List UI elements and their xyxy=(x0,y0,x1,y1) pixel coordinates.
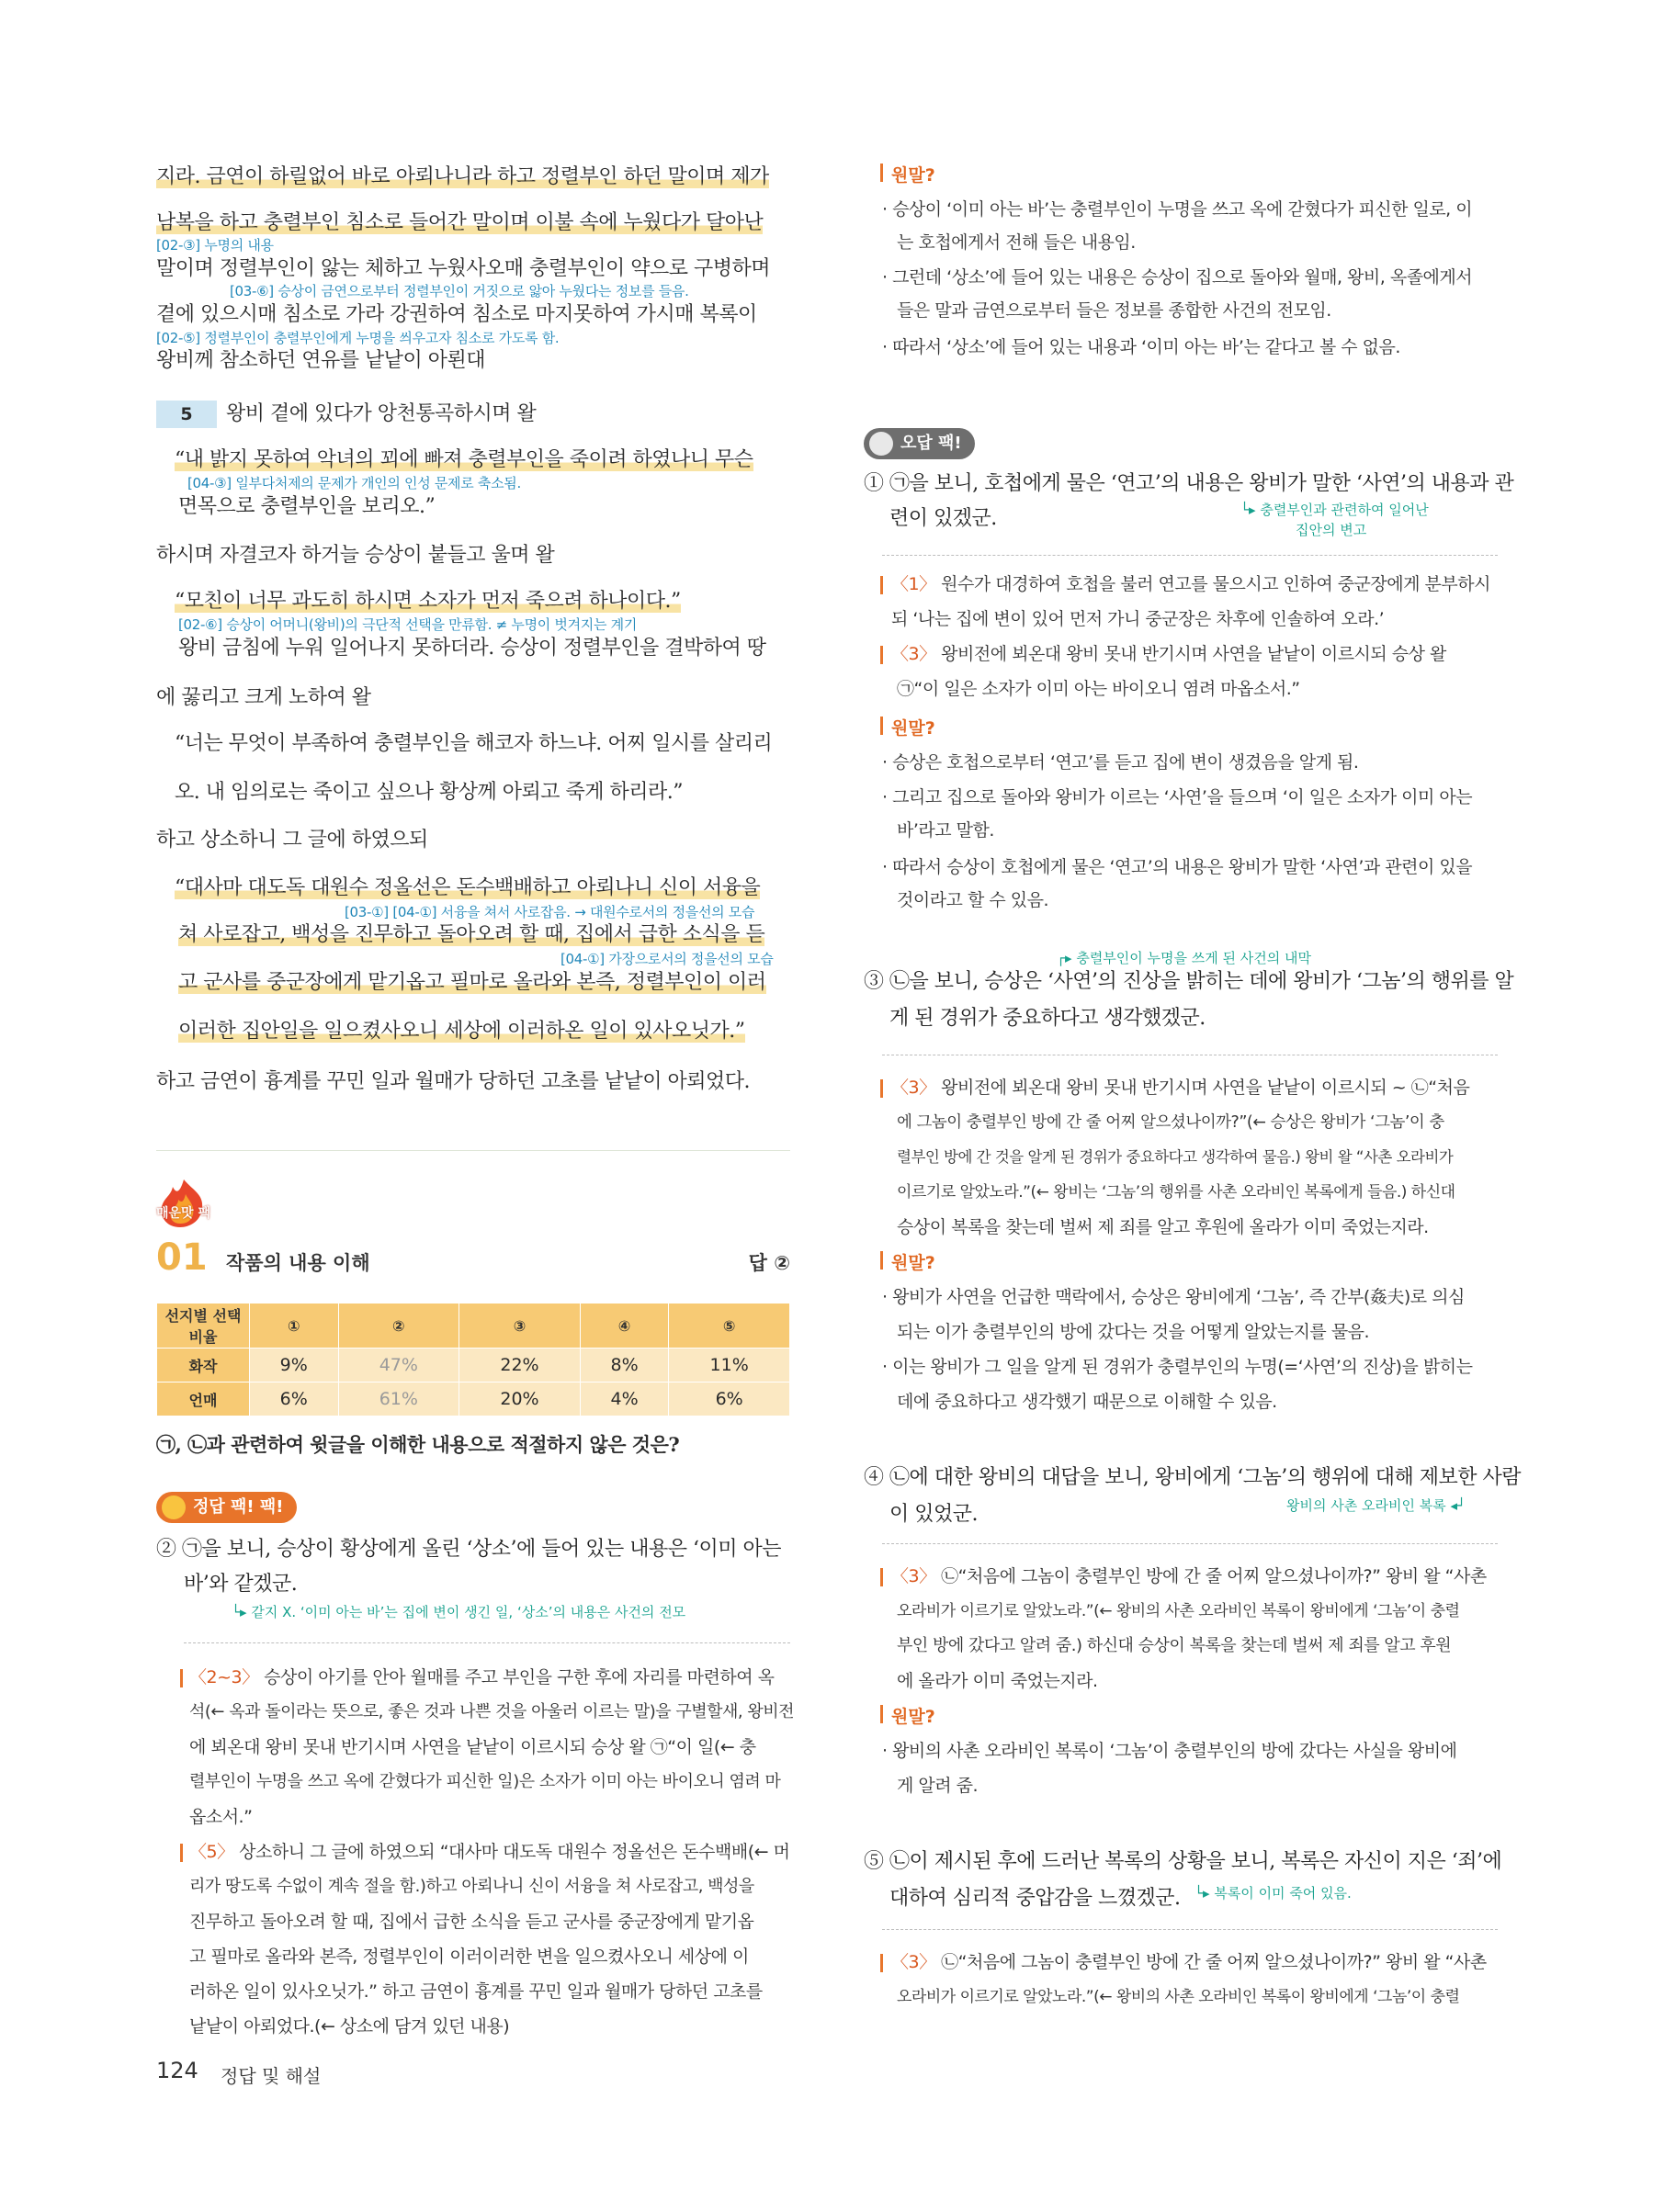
evidence-bar xyxy=(880,1079,883,1098)
annotation-note: [02-③] 누명의 내용 xyxy=(156,237,274,254)
why-line: 데에 중요하다고 생각했기 때문으로 이해할 수 있음. xyxy=(897,1392,1277,1412)
evidence-line: 〈3〉 왕비전에 뵈온대 왕비 못내 반기시며 사연을 낱낱이 이르시되 승상 왈 xyxy=(891,644,1446,664)
annotation-note: [03-⑥] 승상이 금연으로부터 정렬부인이 거짓으로 앓아 누웠다는 정보를 들음. xyxy=(230,283,689,299)
annotation-note: [03-①] [04-①] 서융을 쳐서 사로잡음. → 대원수로서의 정을선의 모습 xyxy=(345,904,755,920)
choice-4-line: ④ ㉡에 대한 왕비의 대답을 보니, 왕비에게 ‘그놈’의 행위에 대해 제보한 사람 xyxy=(864,1466,1521,1489)
choice-5-note: └▸ 복록이 이미 죽어 있음. xyxy=(1194,1885,1352,1902)
why-line: · 왕비의 사촌 오라비인 복록이 ‘그놈’이 충렬부인의 방에 갔다는 사실을 왕비에 xyxy=(882,1741,1457,1761)
annotation-note: [04-③] 일부다처제의 문제가 개인의 인성 문제로 축소됨. xyxy=(187,475,521,491)
passage-line: 면목으로 충렬부인을 보리오.” xyxy=(178,495,436,518)
why-label: 원말? xyxy=(891,1253,935,1273)
why-line: 바’라고 말함. xyxy=(897,820,994,841)
evidence-line: 렬부인 방에 간 것을 알게 된 경위가 중요하다고 생각하여 물음.) 왕비 왈 “사촌 오라비가 xyxy=(897,1148,1454,1166)
dashed-divider xyxy=(882,1929,1498,1930)
table-cell: 6% xyxy=(250,1382,339,1416)
passage-line: 남복을 하고 충렬부인 침소로 들어간 말이며 이불 속에 누웠다가 달아난 xyxy=(156,211,764,234)
why-label: 원말? xyxy=(891,718,935,739)
passage-line: 말이며 정렬부인이 앓는 체하고 누웠사오매 충렬부인이 약으로 구병하며 xyxy=(156,257,771,280)
evidence-line: 렬부인이 누명을 쓰고 옥에 갇혔다가 피신한 일)은 소자가 이미 아는 바이오니 염려 마 xyxy=(189,1772,781,1791)
passage-line: “너는 무엇이 부족하여 충렬부인을 해코자 하느냐. 어찌 일시를 살리리 xyxy=(175,732,773,755)
table-header-cell: ① xyxy=(250,1304,339,1349)
passage-line: 에 꿇리고 크게 노하여 왈 xyxy=(156,686,371,709)
divider xyxy=(156,1150,790,1151)
evidence-line: 옵소서.” xyxy=(189,1807,253,1827)
why-line: · 그리고 집으로 돌아와 왕비가 이르는 ‘사연’을 들으며 ‘이 일은 소자가 이미 아는 xyxy=(882,787,1473,807)
table-row xyxy=(157,1382,790,1416)
why-line: · 따라서 ‘상소’에 들어 있는 내용과 ‘이미 아는 바’는 같다고 볼 수 없음. xyxy=(882,337,1400,357)
table-cell: 4% xyxy=(580,1382,669,1416)
choice-3-note: ┌▸ 충렬부인이 누명을 쓰게 된 사건의 내막 xyxy=(1057,950,1312,966)
choice-4-line: 이 있었군. xyxy=(889,1503,978,1526)
why-label: 원말? xyxy=(891,165,935,186)
table-row-label: 화작 xyxy=(157,1349,250,1382)
answer-label: 답 ② xyxy=(748,1252,790,1274)
why-line: 는 호첩에게서 전해 들은 내용임. xyxy=(897,232,1136,253)
evidence-line: 고 필마로 올라와 본즉, 정렬부인이 이러이러한 변을 일으켰사오니 세상에 이 xyxy=(189,1947,749,1967)
page-number: 124 xyxy=(156,2058,198,2083)
choice-5-line: ⑤ ㉡이 제시된 후에 드러난 복록의 상황을 보니, 복록은 자신이 지은 ‘죄’에 xyxy=(864,1850,1502,1873)
why-label: 원말? xyxy=(891,1707,935,1727)
evidence-bar xyxy=(880,1954,883,1972)
table-cell: 11% xyxy=(669,1349,790,1382)
passage-line: 고 군사를 중군장에게 맡기옵고 필마로 올라와 본즉, 정렬부인이 이러 xyxy=(178,971,766,994)
question-number: 01 xyxy=(156,1236,208,1279)
choice-3-line: ③ ㉡을 보니, 승상은 ‘사연’의 진상을 밝히는 데에 왕비가 ‘그놈’의 행위를 알 xyxy=(864,970,1514,993)
why-line: 되는 이가 충렬부인의 방에 갔다는 것을 어떻게 알았는지를 물음. xyxy=(897,1322,1370,1342)
why-line: 들은 말과 금연으로부터 들은 정보를 종합한 사건의 전모임. xyxy=(897,300,1331,321)
choice-2-line: 바’와 같겠군. xyxy=(184,1573,298,1596)
evidence-line: 이르기로 알았노라.”(← 왕비는 ‘그놈’의 행위를 사촌 오라비인 복록에게 들음.) 하신대 xyxy=(897,1183,1455,1202)
table-cell: 61% xyxy=(338,1382,459,1416)
evidence-line: 〈3〉 ㉡“처음에 그놈이 충렬부인 방에 간 줄 어찌 알으셨나이까?” 왕비 왈 “사촌 xyxy=(891,1566,1487,1586)
table-cell: 6% xyxy=(669,1382,790,1416)
evidence-line: 〈3〉 왕비전에 뵈온대 왕비 못내 반기시며 사연을 낱낱이 이르시되 ~ ㉡“처음 xyxy=(891,1078,1470,1098)
passage-line: “내 밝지 못하여 악녀의 꾀에 빠져 충렬부인을 죽이려 하였나니 무슨 xyxy=(175,448,753,471)
evidence-line: 진무하고 돌아오려 할 때, 집에서 급한 소식을 듣고 군사를 중군장에게 맡기옵 xyxy=(189,1912,754,1932)
evidence-bar xyxy=(880,576,883,594)
why-line: · 왕비가 사연을 언급한 맥락에서, 승상은 왕비에게 ‘그놈’, 즉 간부(姦夫)로 의심 xyxy=(882,1287,1465,1307)
table-header-cell: 선지별 선택 비율 xyxy=(157,1304,250,1349)
dashed-divider xyxy=(882,1543,1498,1544)
passage-line: “대사마 대도독 대원수 정올선은 돈수백배하고 아뢰나니 신이 서융을 xyxy=(175,876,761,899)
question-stem: ㉠, ㉡과 관련하여 윗글을 이해한 내용으로 적절하지 않은 것은? xyxy=(156,1433,680,1456)
table-header-cell: ④ xyxy=(580,1304,669,1349)
why-line: · 그런데 ‘상소’에 들어 있는 내용은 승상이 집으로 돌아와 월매, 왕비, 옥졸에게서 xyxy=(882,267,1473,288)
selection-rate-table xyxy=(156,1303,790,1416)
evidence-line: 러하온 일이 있사오닛가.” 하고 금연이 흉계를 꾸민 일과 월매가 당하던 고초를 xyxy=(189,1981,763,2002)
flame-label: 매운맛 팩 xyxy=(156,1206,210,1221)
choice-5-line: 대하여 심리적 중압감을 느꼈겠군. xyxy=(889,1887,1181,1910)
why-bar xyxy=(880,1705,883,1723)
evidence-line: 되 ‘나는 집에 변이 있어 먼저 가니 중군장은 차후에 인솔하여 오라.’ xyxy=(891,609,1385,629)
choice-1-line: 련이 있겠군. xyxy=(889,507,997,530)
evidence-line: 〈2~3〉 승상이 아기를 안아 월매를 주고 부인을 구한 후에 자리를 마련하여 옥 xyxy=(189,1667,775,1687)
passage-line: “모친이 너무 과도히 하시면 소자가 먼저 죽으려 하나이다.” xyxy=(175,590,681,613)
why-line: 것이라고 할 수 있음. xyxy=(897,890,1048,910)
dashed-divider xyxy=(184,1642,790,1643)
passage-line: 하시며 자결코자 하거늘 승상이 붙들고 울며 왈 xyxy=(156,544,555,567)
wrong-answer-badge: 오답 팩! xyxy=(864,428,975,459)
evidence-line: 에 올라가 이미 죽었는지라. xyxy=(897,1671,1098,1691)
passage-line: 쳐 사로잡고, 백성을 진무하고 돌아오려 할 때, 집에서 급한 소식을 듣 xyxy=(178,923,765,946)
why-line: · 승상이 ‘이미 아는 바’는 충렬부인이 누명을 쓰고 옥에 갇혔다가 피신한 일로, 이 xyxy=(882,199,1473,220)
why-bar xyxy=(880,717,883,735)
evidence-line: 에 뵈온대 왕비 못내 반기시며 사연을 낱낱이 이르시되 승상 왈 ㉠“이 일(← 충 xyxy=(189,1737,756,1757)
choice-3-line: 게 된 경위가 중요하다고 생각했겠군. xyxy=(889,1007,1206,1030)
passage-line: 오. 내 임의로는 죽이고 싶으나 황상께 아뢰고 죽게 하리라.” xyxy=(175,781,683,804)
annotation-note: [02-⑥] 승상이 어머니(왕비)의 극단적 선택을 만류함. ≠ 누명이 벗겨지는 계기 xyxy=(178,616,638,633)
evidence-bar xyxy=(880,1568,883,1586)
choice-1-line: ① ㉠을 보니, 호첩에게 물은 ‘연고’의 내용은 왕비가 말한 ‘사연’의 내용과 관 xyxy=(864,472,1514,495)
why-line: · 승상은 호첩으로부터 ‘연고’를 듣고 집에 변이 생겼음을 알게 됨. xyxy=(882,752,1359,773)
passage-line: 곁에 있으시매 침소로 가라 강권하여 침소로 마지못하여 가시매 복록이 xyxy=(156,303,757,326)
evidence-line: 부인 방에 갔다고 알려 줌.) 하신대 승상이 복록을 찾는데 벌써 제 죄를 알고 후원 xyxy=(897,1636,1452,1655)
passage-line: 왕비 금침에 누워 일어나지 못하더라. 승상이 정렬부인을 결박하여 땅 xyxy=(178,637,766,660)
evidence-line: 〈3〉 ㉡“처음에 그놈이 충렬부인 방에 간 줄 어찌 알으셨나이까?” 왕비 왈 “사촌 xyxy=(891,1952,1487,1972)
evidence-line: 〈5〉 상소하니 그 글에 하였으되 “대사마 대도독 대원수 정올선은 돈수백배(← 머 xyxy=(189,1842,790,1862)
passage-line: 왕비께 참소하던 연유를 낱낱이 아뢴대 xyxy=(156,349,486,372)
question-title: 작품의 내용 이해 xyxy=(226,1252,370,1274)
smile-icon xyxy=(162,1495,186,1519)
dashed-divider xyxy=(882,555,1498,556)
choice-2-note: └▸ 같지 X. ‘이미 아는 바’는 집에 변이 생긴 일, ‘상소’의 내용은 사건의 전모 xyxy=(232,1604,686,1620)
passage-line: 지라. 금연이 하릴없어 바로 아뢰나니라 하고 정렬부인 하던 말이며 제가 xyxy=(156,165,769,188)
why-bar xyxy=(880,1251,883,1270)
table-cell: 9% xyxy=(250,1349,339,1382)
choice-4-note: 왕비의 사촌 오라비인 복록 ◂┘ xyxy=(1286,1497,1466,1514)
evidence-line: 석(← 옥과 돌이라는 뜻으로, 좋은 것과 나쁜 것을 아울러 이르는 말)을 구별할새, 왕비전 xyxy=(189,1702,795,1721)
annotation-note: [02-⑤] 정렬부인이 충렬부인에게 누명을 씌우고자 침소로 가도록 함. xyxy=(156,330,560,346)
evidence-line: 승상이 복록을 찾는데 벌써 제 죄를 알고 후원에 올라가 이미 죽었는지라. xyxy=(897,1217,1429,1237)
evidence-line: ㉠“이 일은 소자가 이미 아는 바이오니 염려 마옵소서.” xyxy=(897,679,1300,699)
table-cell: 47% xyxy=(338,1349,459,1382)
table-cell: 22% xyxy=(459,1349,581,1382)
table-row-label: 언매 xyxy=(157,1382,250,1416)
evidence-line: 에 그놈이 충렬부인 방에 간 줄 어찌 알으셨나이까?”(← 승상은 왕비가 ‘그놈’이 충 xyxy=(897,1113,1444,1132)
page-label: 정답 및 해설 xyxy=(221,2065,322,2087)
evidence-line: 리가 땅도록 수없이 계속 절을 함.)하고 아뢰나니 신이 서융을 쳐 사로잡고, 백성을 xyxy=(189,1877,754,1896)
evidence-line: 〈1〉 원수가 대경하여 호첩을 불러 연고를 물으시고 인하여 중군장에게 분부하시 xyxy=(891,574,1490,594)
evidence-bar xyxy=(180,1844,183,1862)
table-cell: 20% xyxy=(459,1382,581,1416)
face-icon xyxy=(869,432,893,456)
evidence-line: 오라비가 이르기로 알았노라.”(← 왕비의 사촌 오라비인 복록이 왕비에게 ‘그놈’이 충렬 xyxy=(897,1988,1460,2006)
evidence-bar xyxy=(880,646,883,664)
table-row xyxy=(157,1349,790,1382)
why-bar xyxy=(880,164,883,182)
table-cell: 8% xyxy=(580,1349,669,1382)
why-line: · 이는 왕비가 그 일을 알게 된 경위가 충렬부인의 누명(=‘사연’의 진상)을 밝히는 xyxy=(882,1357,1473,1377)
evidence-bar xyxy=(180,1669,183,1687)
choice-1-note: 집안의 변고 xyxy=(1296,522,1367,538)
passage-line: 하고 금연이 흉계를 꾸민 일과 월매가 당하던 고초를 낱낱이 아뢰었다. xyxy=(156,1070,750,1093)
evidence-line: 오라비가 이르기로 알았노라.”(← 왕비의 사촌 오라비인 복록이 왕비에게 ‘그놈’이 충렬 xyxy=(897,1602,1460,1620)
choice-1-note: └▸ 충렬부인과 관련하여 일어난 xyxy=(1240,502,1429,518)
passage-line: 이러한 집안일을 일으켰사오니 세상에 이러하온 일이 있사오닛가.” xyxy=(178,1020,745,1043)
passage-line: 하고 상소하니 그 글에 하였으되 xyxy=(156,829,428,852)
why-line: · 따라서 승상이 호첩에게 물은 ‘연고’의 내용은 왕비가 말한 ‘사연’과 관련이 있을 xyxy=(882,857,1473,877)
annotation-note: [04-①] 가장으로서의 정을선의 모습 xyxy=(560,951,774,967)
choice-2-line: ② ㉠을 보니, 승상이 황상에게 올린 ‘상소’에 들어 있는 내용은 ‘이미 아는 xyxy=(156,1538,781,1561)
section-number-box xyxy=(156,401,217,428)
table-header-cell: ③ xyxy=(459,1304,581,1349)
correct-answer-badge: 정답 팩! 팩! xyxy=(156,1492,297,1523)
section-heading: 왕비 곁에 있다가 앙천통곡하시며 왈 xyxy=(226,402,537,425)
table-header-cell: ② xyxy=(338,1304,459,1349)
flame-badge xyxy=(149,1178,219,1229)
evidence-line: 낱낱이 아뢰었다.(← 상소에 담겨 있던 내용) xyxy=(189,2016,510,2037)
why-line: 게 알려 줌. xyxy=(897,1776,979,1796)
table-header-cell: ⑤ xyxy=(669,1304,790,1349)
section-number: 5 xyxy=(180,404,193,424)
